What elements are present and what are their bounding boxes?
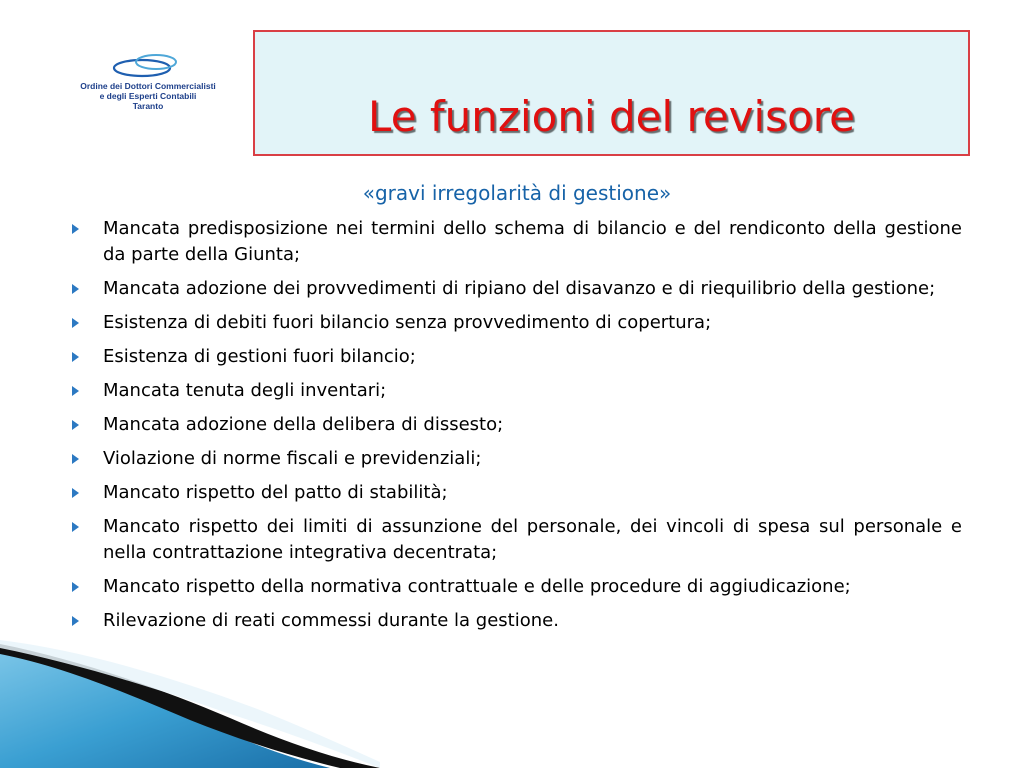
bullet-list [72,216,962,642]
logo-ovals-icon [110,50,186,80]
bullet-text: Mancato rispetto del patto di stabilità; [103,482,448,503]
bullet-item [72,216,962,268]
bullet-item [72,574,962,600]
bullet-arrow-icon [72,420,79,430]
bullet-arrow-icon [72,582,79,592]
bullet-item [72,608,962,634]
bullet-arrow-icon [72,284,79,294]
logo-caption [62,81,234,111]
slide-title: Le funzioni del revisore [368,92,855,141]
title-box [253,30,970,156]
bullet-text: Violazione di norme fiscali e previdenziali; [103,448,482,469]
logo-line: Taranto [132,101,164,111]
bullet-item [72,480,962,506]
bullet-arrow-icon [72,224,79,234]
bullet-text: Mancata tenuta degli inventari; [103,380,387,401]
bullet-text: Mancata predisposizione nei termini dello schema di bilancio e del rendiconto della gestione da parte della Giunta; [103,218,962,265]
logo-line: e degli Esperti Contabili [99,91,197,101]
bullet-text: Mancato rispetto della normativa contrattuale e delle procedure di aggiudicazione; [103,576,851,597]
bullet-arrow-icon [72,522,79,532]
slide-subtitle: «gravi irregolarità di gestione» [362,181,672,205]
org-logo [62,50,234,116]
bullet-text: Mancato rispetto dei limiti di assunzione del personale, dei vincoli di spesa sul personale e nella contrattazione integrativa decentrata; [103,516,962,563]
bullet-item [72,344,962,370]
bullet-arrow-icon [72,454,79,464]
bullet-item [72,310,962,336]
bullet-item [72,412,962,438]
bullet-arrow-icon [72,488,79,498]
bullet-arrow-icon [72,616,79,626]
bullet-arrow-icon [72,352,79,362]
bullet-item [72,446,962,472]
bullet-text: Esistenza di gestioni fuori bilancio; [103,346,416,367]
bullet-item [72,514,962,566]
bullet-text: Mancata adozione dei provvedimenti di ripiano del disavanzo e di riequilibrio della gestione; [103,278,936,299]
bullet-text: Rilevazione di reati commessi durante la gestione. [103,610,559,631]
bullet-arrow-icon [72,318,79,328]
logo-line: Ordine dei Dottori Commercialisti [80,81,216,91]
bullet-text: Esistenza di debiti fuori bilancio senza provvedimento di copertura; [103,312,712,333]
bullet-item [72,276,962,302]
bullet-item [72,378,962,404]
decorative-swoosh [0,640,380,768]
bullet-arrow-icon [72,386,79,396]
bullet-text: Mancata adozione della delibera di dissesto; [103,414,504,435]
